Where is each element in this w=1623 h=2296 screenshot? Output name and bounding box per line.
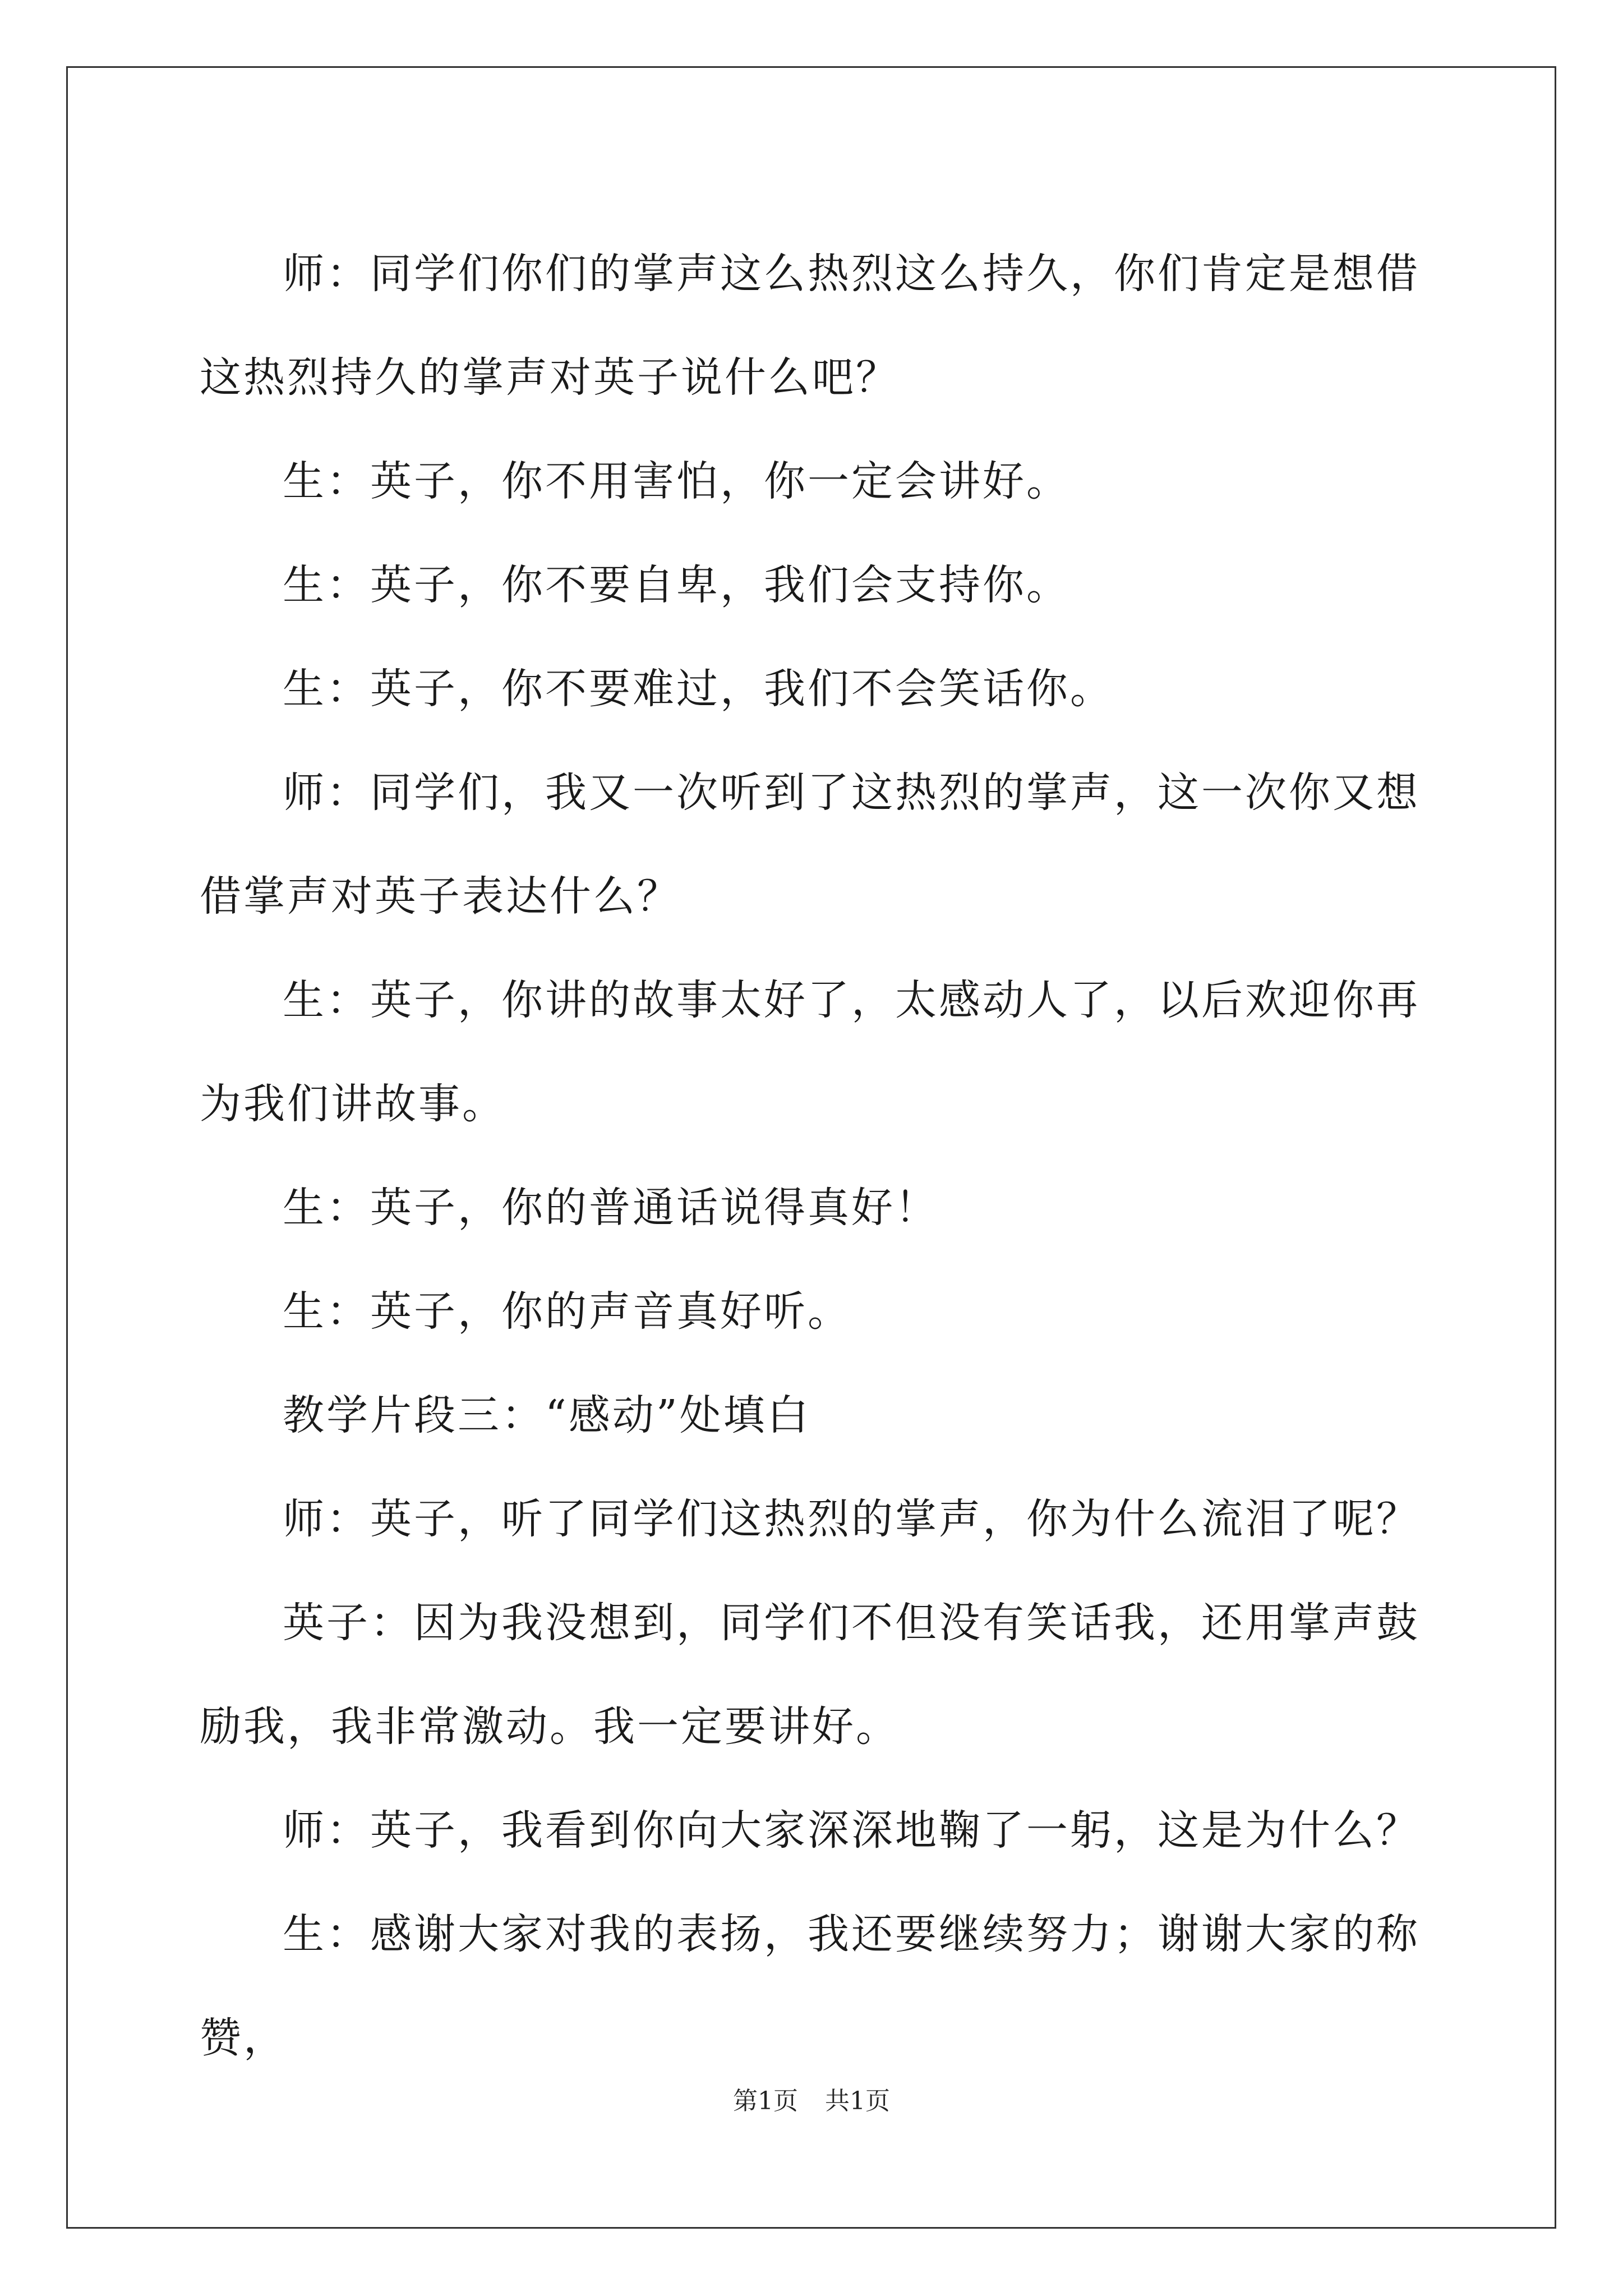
paragraph: 生：英子，你的普通话说得真好！ [283,1184,939,1232]
paragraph: 师：英子，听了同学们这热烈的掌声，你为什么流泪了呢？ [283,1495,1420,1543]
page-number: 第1页 [733,2087,798,2115]
paragraph: 师：同学们你们的掌声这么热烈这么持久，你们肯定是想借这热烈持久的掌声对英子说什么吧？ [200,250,1420,402]
paragraph: 生：感谢大家对我的表扬，我还要继续努力；谢谢大家的称赞， [200,1910,1420,2062]
document-body [200,222,1433,2090]
paragraph: 英子：因为我没想到，同学们不但没有笑话我，还用掌声鼓励我，我非常激动。我一定要讲好。 [200,1599,1420,1751]
paragraph: 生：英子，你的声音真好听。 [283,1287,851,1336]
paragraph: 生：英子，你不要难过，我们不会笑话你。 [283,665,1114,713]
paragraph: 生：英子，你不要自卑，我们会支持你。 [283,561,1070,609]
paragraph: 师：同学们，我又一次听到了这热烈的掌声，这一次你又想借掌声对英子表达什么？ [200,769,1420,921]
section-heading: 教学片段三：“感动”处填白 [283,1391,811,1439]
page-footer [0,2085,1623,2118]
paragraph: 生：英子，你讲的故事太好了，太感动人了，以后欢迎你再为我们讲故事。 [200,976,1420,1128]
paragraph: 师：英子，我看到你向大家深深地鞠了一躬，这是为什么？ [283,1806,1420,1855]
page-total: 共1页 [825,2087,890,2115]
paragraph: 生：英子，你不用害怕，你一定会讲好。 [283,457,1070,505]
